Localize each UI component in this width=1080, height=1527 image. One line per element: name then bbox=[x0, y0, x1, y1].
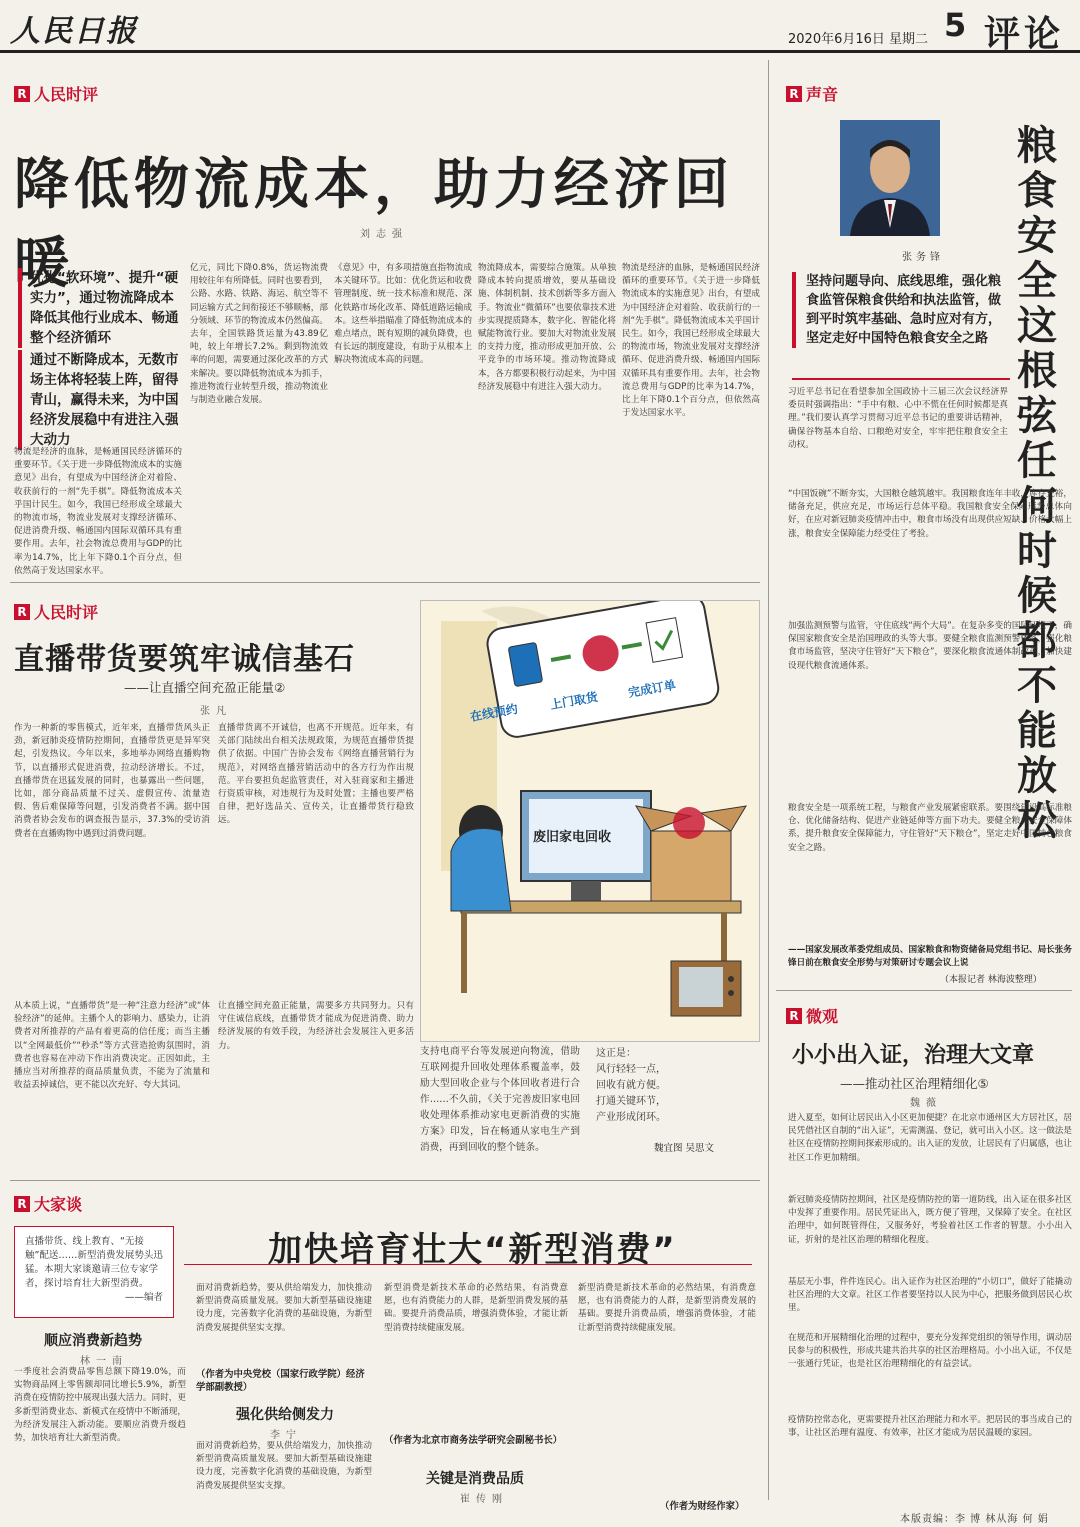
illustration-caption: 支持电商平台等发展逆向物流，借助互联网提升回收处理体系覆盖率，鼓励大型回收企业与个体回收者进行合作……不久前，《关于完善废旧家电回收处理体系推动家电更新消费的实施方案》印发，旨在畅通从家电生产到消费，再到回收的整个链条。 bbox=[420, 1046, 580, 1153]
section-divider-2 bbox=[10, 1180, 760, 1181]
lead-column-tag: R 人民时评 bbox=[14, 82, 98, 105]
poem-line-3: 回收有就方便。 bbox=[596, 1080, 666, 1091]
dajia-article1-body: 一季度社会消费品零售总额下降19.0%，而实物商品网上零售额却同比增长5.9%，新型消费在疫情防控中展现出强大活力。同时，更多新型消费业态、新模式在疫情中不断涌现，为经济发展注入新动能。要顺应消费升级趋势，加快培育壮大新型消费。 bbox=[14, 1367, 186, 1444]
livestream-body-col-2: 直播带货离不开诚信，也离不开规范。近年来，有关部门陆续出台相关法规政策，为规范直播带货提供了依据。中国广告协会发布《网络直播营销行为规范》，对网络直播营销活动中的各方行为作出规范。平台要担负起监管责任，对入驻商家和主播进行资质审核，对违规行为及时处置；主播也要严格自律，把好选品关、宣传关，让直播带货行稳致远。 bbox=[218, 723, 414, 826]
voice-body-4: 粮食安全是一项系统工程，与粮食产业发展紧密联系。要围绕建设高标准粮仓、优化储备结构、促进产业链延伸等方面下功夫。要健全粮食安全保障体系，提升粮食安全保障能力，守住管好“天下粮仓”，坚定走好中国特色粮食安全之路。 bbox=[788, 803, 1072, 853]
poem-line-1: 这正是： bbox=[596, 1048, 636, 1059]
section-divider-1 bbox=[10, 582, 760, 583]
livestream-headline: 直播带货要筑牢诚信基石 bbox=[14, 642, 355, 677]
livestream-body-col-1: 作为一种新的零售模式，近年来，直播带货风头正劲，新冠肺炎疫情防控期间，直播带货更是异军突起，引发热议。今年以来，多地举办网络直播购物节，以直播形式促进消费，拉动经济增长。不过，直播带货在迅猛发展的同时，也暴露出一些问题，比如，部分商品质量不过关、虚假宣传、流量造假、售后难保障等问题，引发消费者不满。据中国消费者协会发布的调查报告显示，37.3%的受访消费者在直播购物中遇到过消费问题。 bbox=[14, 723, 210, 839]
voice-body-1: 习近平总书记在看望参加全国政协十三届三次会议经济界委员时强调指出：“手中有粮、心中不慌在任何时候都是真理。”我们要认真学习贯彻习近平总书记的重要讲话精神，确保谷物基本自给、口粮绝对安全，牢牢把住粮食安全主动权。 bbox=[788, 387, 1008, 450]
voice-column-tag: R 声音 bbox=[786, 82, 838, 105]
editor-intro-text: 直播带货、线上教育、“无接触”配送……新型消费发展势头迅猛。本期大家谈邀请三位专家学者，探讨培育壮大新型消费。 bbox=[25, 1236, 163, 1289]
voice-vertical-headline: 粮食安全这根弦任何时候都不能放松 bbox=[1017, 123, 1057, 844]
r-logo-icon: R bbox=[786, 1008, 802, 1024]
livestream-body-col-1b: 从本质上说，“直播带货”是一种“注意力经济”或“体验经济”的延伸。主播个人的影响力、感染力，让消费者对所推荐的产品有着更高的信任度；而当主播以“全网最低价”“秒杀”等方式营造抢购氛围时，消费者也容易在冲动下作出消费决定。正因如此，主播应当对所推荐的商品质量负责，不能为了流量和收益丢掉诚信，更不能以次充好、夸大其词。 bbox=[14, 1001, 210, 1091]
lead-pull-quote-2: 通过不断降成本，无数市场主体将轻装上阵，留得青山，赢得未来，为中国经济发展稳中有进注入强大动力 bbox=[18, 350, 180, 450]
illustration-credit: 魏宜图 吴思文 bbox=[654, 1143, 715, 1154]
lead-body-col-5: 物流是经济的血脉，是畅通国民经济循环的重要环节。《关于进一步降低物流成本的实施意见》出台，有望成为中国经济企对着险、收获前行的一剂“先手棋”。降低物流成本关乎国计民生。如今，我国已经形成全球最大的物流市场，物流业发展对支撑经济循环、促进消费升级、畅通国内国际双循环具有重要作用。去年，社会物流总费用与GDP的比率为14.7%，比上年下降0.1个百分点，但依然高于发达国家水平。 bbox=[622, 263, 760, 419]
lead-body-col-1: 物流是经济的血脉，是畅通国民经济循环的重要环节。《关于进一步降低物流成本的实施意见》出台，有望成为中国经济企对着险、收获前行的一剂“先手棋”。降低物流成本关乎国计民生。如今，我国已经形成全球最大的物流市场，物流业发展对支撑经济循环、促进消费升级、畅通国内国际双循环具有重要作用。去年，社会物流总费用与GDP的比率为14.7%，比上年下降0.1个百分点，但依然高于发达国家水平。 bbox=[14, 447, 182, 576]
main-column-divider bbox=[768, 60, 769, 1500]
dajia-title-rule bbox=[184, 1264, 752, 1265]
poem-line-5: 产业形成闭环。 bbox=[596, 1112, 666, 1123]
masthead-rule bbox=[0, 50, 1080, 53]
r-logo-icon: R bbox=[14, 86, 30, 102]
dajia-article1-title: 顺应消费新趋势 bbox=[44, 1333, 142, 1349]
portrait-caption: 张务锋 bbox=[902, 252, 944, 263]
micro-byline: 魏薇 bbox=[910, 1098, 942, 1109]
section-divider-right bbox=[776, 990, 1072, 991]
micro-column-tag: R 微观 bbox=[786, 1004, 838, 1027]
dajia-headline: 加快培育壮大“新型消费” bbox=[268, 1230, 677, 1270]
person-portrait-icon bbox=[840, 120, 940, 236]
micro-body-5: 疫情防控常态化，更需要提升社区治理能力和水平。把居民的事当成自己的事，让社区治理有温度、有效率，社区才能成为居民温暖的家园。 bbox=[788, 1415, 1072, 1439]
r-logo-icon: R bbox=[14, 604, 30, 620]
lead-body-col-2: 亿元，同比下降0.8%，货运物流费用较往年有所降低。同时也要看到，公路、水路、铁路、海运、航空等不同运输方式之间衔接还不够顺畅，部分领域、环节的物流成本仍然偏高。去年，全国铁路货运量为43.89亿吨，较上年增长7.2%。剩到物流效率的问题，需要通过深化改革的方式来解决。要以降低物流成本为抓手，推进物流行业转型升级，推动物流业与制造业融合发展。 bbox=[190, 263, 328, 406]
dajia-article1-byline: 林一南 bbox=[80, 1356, 128, 1367]
livestream-body-col-2b: 让直播空间充盈正能量，需要多方共同努力。只有守住诚信底线，直播带货才能成为促进消费、助力经济发展的有效手段，为经济社会发展注入更多活力。 bbox=[218, 1001, 414, 1051]
micro-body-4: 在规范和开展精细化治理的过程中，要充分发挥党组织的领导作用，调动居民参与的积极性，形成共建共治共享的社区治理格局。小小出入证，不仅是一张通行凭证，也是社区治理精细化的有益尝试。 bbox=[788, 1333, 1072, 1370]
editor-sign: ——编者 bbox=[124, 1292, 163, 1303]
monitor-text: 废旧家电回收 bbox=[533, 830, 612, 845]
voice-attribution: ——国家发展改革委党组成员、国家粮食和物资储备局党组书记、局长张务锋日前在粮食安全形势与对策研讨专题会议上说 bbox=[788, 945, 1072, 969]
dajia-article3-title: 关键是消费品质 bbox=[426, 1471, 524, 1487]
livestream-subtitle: ——让直播空间充盈正能量② bbox=[124, 680, 286, 695]
poem-line-4: 打通关键环节， bbox=[596, 1096, 666, 1107]
recycling-cartoon bbox=[421, 601, 759, 1041]
voice-reporter: （本报记者 林海波整理） bbox=[940, 975, 1042, 985]
lead-pull-quote-1: 优化“软环境”、提升“硬实力”，通过物流降成本降低其他行业成本、畅通整个经济循环 bbox=[18, 268, 180, 348]
dajia-column-tag: R 大家谈 bbox=[14, 1192, 82, 1215]
quote-rule bbox=[792, 378, 1010, 380]
dajia-article3-author-note: （作者为北京市商务法学研究会副秘书长） bbox=[384, 1435, 563, 1446]
page-editors: 本版责编：李 博 林从海 何 娟 bbox=[900, 1514, 1049, 1525]
phone-label-3: 完成订单 bbox=[627, 677, 677, 700]
poem-line-2: 风行轻轻一点， bbox=[596, 1064, 666, 1075]
dajia-article2-body-cont: 面对消费新趋势，要从供给端发力，加快推动新型消费高质量发展。要加大新型基础设施建设力度，完善数字化消费的基础设施，为新型消费发展提供坚实支撑。 bbox=[196, 1441, 372, 1491]
illustration-poem bbox=[596, 1046, 736, 1126]
micro-subtitle: ——推动社区治理精细化⑤ bbox=[840, 1076, 989, 1091]
page-number: 5 bbox=[944, 6, 967, 44]
newspaper-logo: 人民日报 bbox=[10, 14, 138, 49]
dajia-article2-author-note: （作者为中央党校（国家行政学院）经济学部副教授） bbox=[196, 1369, 365, 1393]
portrait-photo bbox=[840, 120, 940, 236]
voice-pull-quote: 坚持问题导向、底线思维，强化粮食监管保粮食供给和执法监管，做到平时筑牢基础、急时应对有方，坚定走好中国特色粮食安全之路 bbox=[792, 272, 1006, 348]
livestream-byline: 张凡 bbox=[200, 706, 232, 717]
dajia-article2-byline: 李宁 bbox=[270, 1430, 302, 1441]
micro-body-1: 进入夏至，如何让居民出入小区更加便捷？在北京市通州区大方居社区，居民凭借社区自制的“出入证”，无需测温、登记，就可出入小区。这一做法是社区在疫情防控期间探索形成的。出入证的发放，让居民有了归属感，也让社区工作更加精细。 bbox=[788, 1113, 1072, 1163]
micro-body-3: 基层无小事，件件连民心。出入证作为社区治理的“小切口”，做好了能撬动社区治理的大文章。社区工作者要坚持以人民为中心，把服务做到居民心坎里。 bbox=[788, 1277, 1072, 1314]
micro-body-2: 新冠肺炎疫情防控期间，社区是疫情防控的第一道防线，出入证在很多社区中发挥了重要作用。居民凭证出入，既方便了管理，又保障了安全。在社区治理中，如何既管得住，又服务好，考验着社区工作者的智慧。小小出入证，折射的是社区治理的精细化程度。 bbox=[788, 1195, 1072, 1245]
lead-headline: 降低物流成本，助力经济回暖 bbox=[14, 152, 735, 295]
lead-body-col-4: 物流降成本，需要综合施策。从单独降成本转向提质增效，要从基础设施、体制机制、技术创新等多方面入手。物流业“微循环”也要依靠技术进步实现提质降本，数字化、智能化将赋能物流行业。要加大对物流业发展的支持力度，推动形成更加开放、公平竞争的市场环境。推动物流降成本，各方都要积极行动起来，为中国经济发展稳中有进注入强大动力。 bbox=[478, 263, 616, 392]
dajia-article2-body: 面对消费新趋势，要从供给端发力，加快推动新型消费高质量发展。要加大新型基础设施建设力度，完善数字化消费的基础设施，为新型消费发展提供坚实支撑。 bbox=[196, 1283, 372, 1333]
phone-label-2: 上门取货 bbox=[549, 689, 599, 712]
editor-intro-box bbox=[14, 1226, 174, 1318]
dajia-article2-title: 强化供给侧发力 bbox=[236, 1407, 334, 1423]
lead-body-col-3: 《意见》中，有多项措施直指物流成本关键环节。比如：优化货运和收费管理制度、统一技术标准和规范、深化铁路市场化改革、降低道路运输成本。这些举措瞄准了降低物流成本的难点堵点，既有短期的减负降费，也有长远的制度建设，有助于从根本上解决物流成本高的问题。 bbox=[334, 263, 472, 366]
cartoon-illustration bbox=[420, 600, 760, 1042]
r-logo-icon: R bbox=[786, 86, 802, 102]
lead-byline: 刘志强 bbox=[360, 229, 408, 240]
livestream-column-tag: R 人民时评 bbox=[14, 600, 98, 623]
r-logo-icon: R bbox=[14, 1196, 30, 1212]
voice-body-2: “中国饭碗”不断夯实，大国粮仓越筑越牢。我国粮食连年丰收，库存充裕，储备充足，供应充足，市场运行总体平稳。我国粮食安全保障形势总体向好，在应对新冠肺炎疫情冲击中，粮食市场没有出现供应短缺、价格大幅上涨，粮食安全保障能力经受住了考验。 bbox=[788, 489, 1072, 539]
dajia-article3-body: 新型消费是新技术革命的必然结果，有消费意愿，也有消费能力的人群，是新型消费发展的基础。要提升消费品质，增强消费体验，才能让新型消费持续健康发展。 bbox=[384, 1283, 568, 1333]
phone-label-1: 在线预约 bbox=[469, 701, 519, 724]
dajia-article3-body-cont: 新型消费是新技术革命的必然结果，有消费意愿，也有消费能力的人群，是新型消费发展的基础。要提升消费品质，增强消费体验，才能让新型消费持续健康发展。 bbox=[578, 1283, 756, 1333]
dajia-article3-author-note-2: （作者为财经作家） bbox=[660, 1501, 745, 1512]
issue-date: 2020年6月16日 星期二 bbox=[788, 32, 929, 47]
micro-headline: 小小出入证，治理大文章 bbox=[792, 1043, 1035, 1068]
voice-body-3: 加强监测预警与监管，守住底线“两个大局”。在复杂多变的国际环境下，确保国家粮食安全是治国理政的头等大事。要健全粮食监测预警体系，强化粮食市场监管，坚决守住管好“天下粮仓”，要深化粮食流通体制改革，加快建设现代粮食流通体系。 bbox=[788, 621, 1072, 671]
page-name: 评论 bbox=[984, 14, 1065, 55]
dajia-article3-byline: 崔传刚 bbox=[460, 1494, 508, 1505]
